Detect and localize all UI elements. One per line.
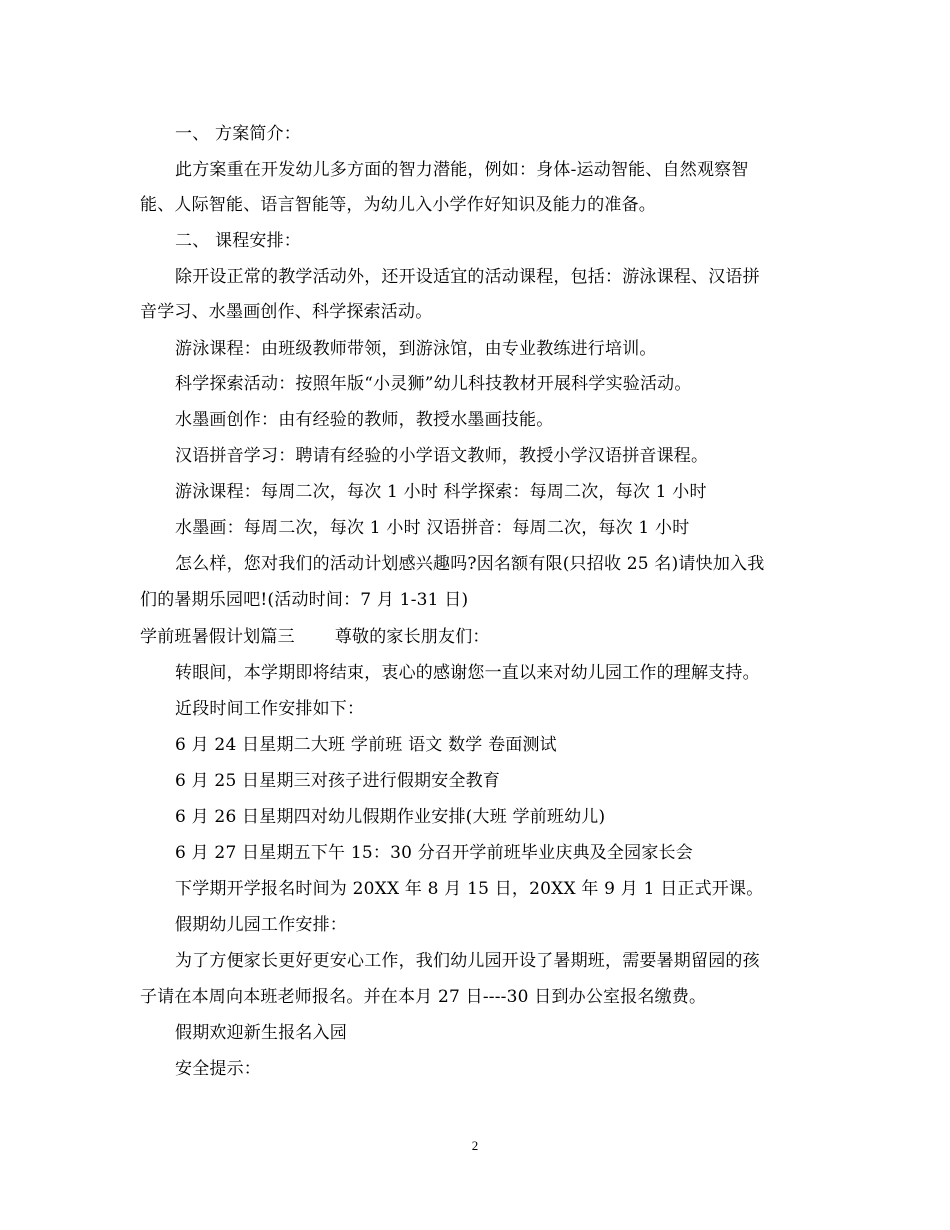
paragraph-line: 子请在本周向本班老师报名。并在本月 27 日----30 日到办公室报名缴费。 [140, 987, 707, 1007]
paragraph-line: 除开设正常的教学活动外，还开设适宜的活动课程，包括：游泳课程、汉语拼 [175, 267, 760, 287]
paragraph-line: 能、人际智能、语言智能等，为幼儿入小学作好知识及能力的准备。 [140, 195, 656, 215]
section-heading-intro: 一、 方案简介： [175, 124, 302, 144]
paragraph-line: 水墨画：每周二次，每次 1 小时 汉语拼音：每周二次，每次 1 小时 [175, 518, 690, 538]
paragraph-line: 科学探索活动：按照年版“小灵狮”幼儿科技教材开展科学实验活动。 [175, 374, 692, 394]
paragraph-line: 汉语拼音学习：聘请有经验的小学语文教师，教授小学汉语拼音课程。 [175, 446, 709, 466]
paragraph-line: 音学习、水墨画创作、科学探索活动。 [140, 302, 433, 322]
paragraph-line: 安全提示： [175, 1059, 261, 1079]
paragraph-line: 为了方便家长更好更安心工作，我们幼儿园开设了暑期班，需要暑期留园的孩 [175, 951, 760, 971]
article-heading-line [140, 625, 490, 649]
schedule-item: 6 月 24 日星期二大班 学前班 语文 数学 卷面测试 [175, 735, 557, 755]
paragraph-line: 怎么样，您对我们的活动计划感兴趣吗?因名额有限(只招收 25 名)请快加入我 [175, 554, 765, 574]
paragraph-line: 转眼间，本学期即将结束，衷心的感谢您一直以来对幼儿园工作的理解支持。 [175, 663, 760, 683]
schedule-item: 6 月 25 日星期三对孩子进行假期安全教育 [175, 771, 501, 791]
paragraph-line: 们的暑期乐园吧!(活动时间：7 月 1-31 日) [140, 590, 469, 610]
page-number: 2 [471, 1138, 479, 1153]
paragraph-line: 下学期开学报名时间为 20XX 年 8 月 15 日，20XX 年 9 月 1 日正式开课。 [175, 879, 764, 899]
section-heading-schedule: 二、 课程安排： [175, 231, 302, 251]
paragraph-line: 游泳课程：每周二次，每次 1 小时 科学探索：每周二次，每次 1 小时 [175, 482, 707, 502]
paragraph-line: 游泳课程：由班级教师带领，到游泳馆，由专业教练进行培训。 [175, 339, 657, 359]
paragraph-line: 此方案重在开发幼儿多方面的智力潜能，例如：身体-运动智能、自然观察智 [175, 160, 749, 180]
article-title: 学前班暑假计划篇三 [140, 627, 295, 647]
paragraph-line: 近段时间工作安排如下： [175, 699, 365, 719]
schedule-item: 6 月 27 日星期五下午 15：30 分召开学前班毕业庆典及全园家长会 [175, 843, 693, 863]
salutation: 尊敬的家长朋友们： [334, 627, 490, 647]
paragraph-line: 假期欢迎新生报名入园 [175, 1023, 347, 1043]
paragraph-line: 水墨画创作：由有经验的教师，教授水墨画技能。 [175, 410, 554, 430]
paragraph-line: 假期幼儿园工作安排： [175, 915, 347, 935]
schedule-item: 6 月 26 日星期四对幼儿假期作业安排(大班 学前班幼儿) [175, 807, 606, 827]
